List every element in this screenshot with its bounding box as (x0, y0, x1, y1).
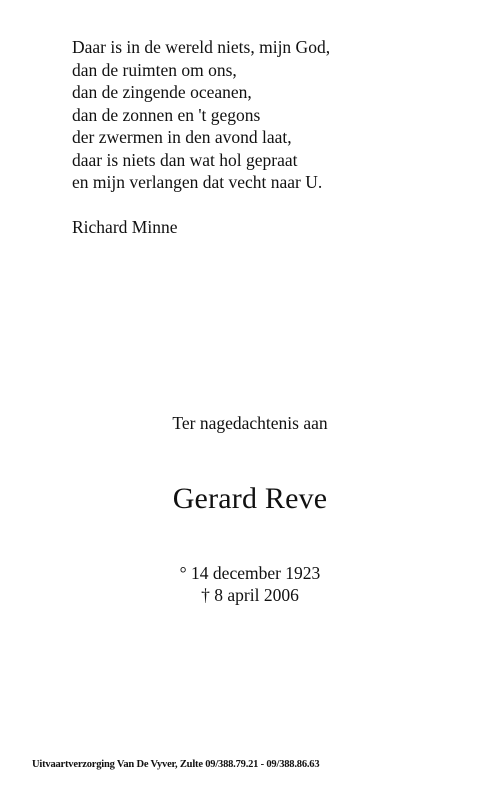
death-date: † 8 april 2006 (201, 585, 299, 605)
deceased-name: Gerard Reve (172, 482, 328, 515)
poem-block (72, 36, 472, 238)
memorial-intro: Ter nagedachtenis aan (172, 413, 328, 433)
birth-date: ° 14 december 1923 (179, 563, 321, 583)
poem-author: Richard Minne (72, 216, 178, 237)
poem-line-5: der zwermen in den avond laat, (72, 127, 292, 147)
life-dates (0, 562, 500, 606)
poem-line-4: dan de zonnen en 't gegons (72, 104, 261, 125)
poem-line-2: dan de ruimten om ons, (72, 59, 237, 80)
poem-line-3: dan de zingende oceanen, (72, 82, 252, 102)
funeral-home-footer: Uitvaartverzorging Van De Vyver, Zulte 09/388.79.21 - 09/388.86.63 (32, 759, 320, 770)
poem-line-7: en mijn verlangen dat vecht naar U. (72, 172, 323, 192)
poem-line-1: Daar is in de wereld niets, mijn God, (72, 37, 331, 57)
poem-line-6: daar is niets dan wat hol gepraat (72, 149, 298, 170)
